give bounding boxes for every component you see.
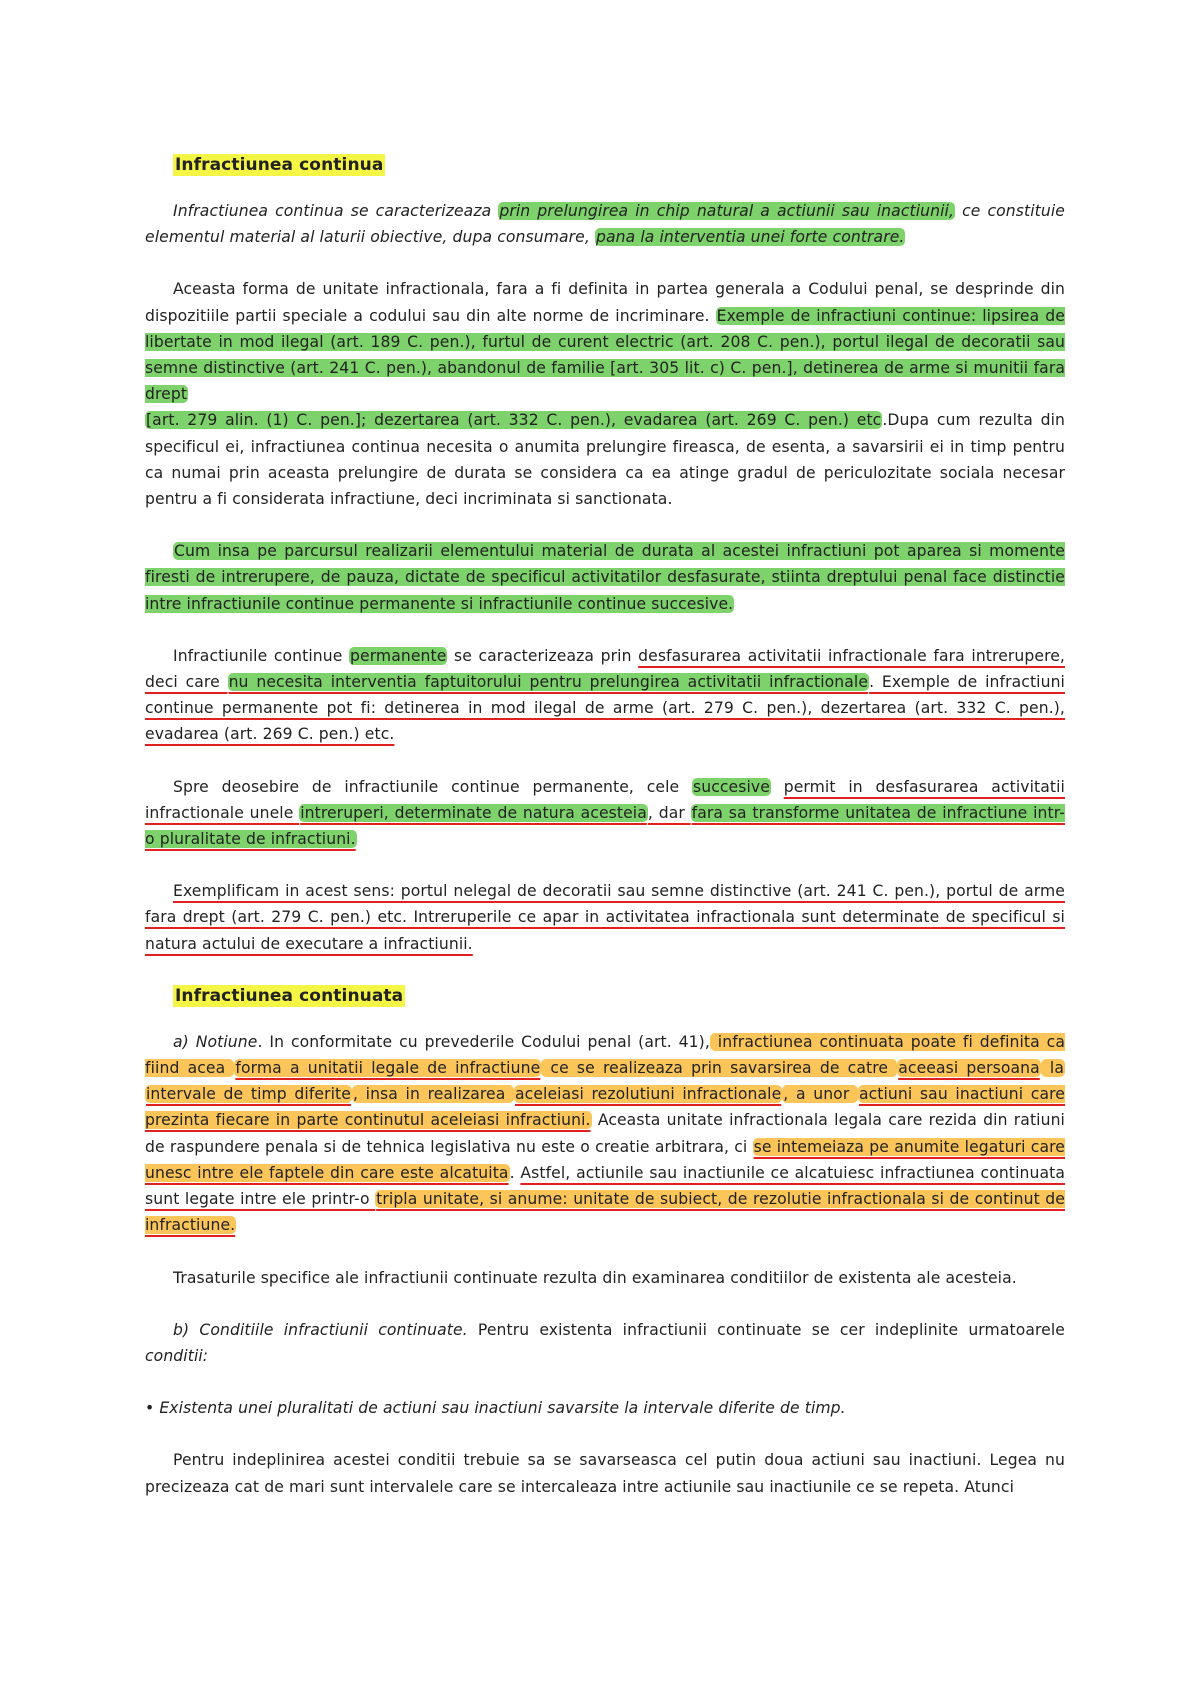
text-run: Spre deosebire de infractiunile continue permanente, cele [173,777,692,796]
paragraph [145,643,1065,748]
text-run: . [509,1163,521,1182]
paragraph [145,538,1065,617]
text-run: Pentru indeplinirea acestei conditii trebuie sa se savarseasca cel putin doua actiuni sau inactiuni. Legea nu precizeaza cat de mari sunt intervalele care se intercaleaza intre actiunile sau inactiunile ce se repeta. Atunci [145,1451,1065,1496]
paragraph [145,198,1065,250]
highlight: nu necesita interventia faptuitorului pentru prelungirea activitatii infractionale [228,673,869,692]
text-run: . In conformitate cu prevederile Codului penal (art. 41), [257,1032,710,1051]
highlight: infractiunea continuata poate fi definita ca fiind acea [145,1032,1066,1078]
underline: . Exemple de infractiuni continue permanente pot fi: detinerea in mod ilegal de arme (art. 279 C. pen.), dezertarea (art. 332 C. pen.), evadarea (art. 269 C. pen.) etc. [145,673,1065,744]
highlight: se intemeiaza pe anumite legaturi care unesc intre ele faptele din care este alcatuita [145,1137,1065,1182]
underline: Exemplificam in acest sens: portul nelegal de decoratii sau semne distinctive (art. 241 C. pen.), portul de arme fara drept (art. 279 C. pen.) etc. Intreruperile ce apar in activitatea infractionala sunt determinate de specificul si natura actului de executare a infractiunii. [145,882,1065,953]
paragraph [145,1029,1065,1239]
text-run: • Existenta unei pluralitati de actiuni sau inactiuni savarsite la intervale diferite de timp. [145,1399,846,1418]
paragraph [145,1317,1065,1369]
highlight: aceeasi persoana [898,1059,1040,1078]
highlight: la [1041,1059,1065,1078]
text-run: Aceasta forma de unitate infractionala, fara a fi definita in partea generala a Codului penal, se desprinde din dispozitiile partii speciale a codului sau din alte norme de incriminare. [145,280,1065,325]
highlight: actiuni sau inactiuni care prezinta fiecare in parte continutul aceleiasi infractiuni. [145,1085,1065,1130]
highlight: fara sa transforme unitatea de infractiune intr-o pluralitate de infractiuni. [145,803,1065,849]
text-run: Infractiunea continua [175,155,384,175]
underline: Astfel, actiunile sau inactiunile ce alcatuiesc infractiunea continuata sunt legate intre ele printr-o [145,1163,1065,1209]
paragraph [145,276,1065,512]
highlight: pana la interventia unei forte contrare. [595,228,905,247]
highlight: intervale de timp diferite [146,1085,351,1104]
highlight: tripla unitate, si anume: unitate de subiect, de rezolutie infractionala si de continut de infractiune. [145,1190,1065,1235]
highlight: , insa in realizarea [352,1085,514,1104]
highlight: Cum insa pe parcursul realizarii elementului material de durata al acestei infractiuni pot aparea si momente firesti de intrerupere, de pauza, dictate de specificul activitatilor desfasurate, stiinta dreptului penal face distinctie intre infractiunile continue permanente si infractiunile continue succesive. [145,542,1065,613]
text-run: Infractiunea continua se caracterizeaza [173,202,499,220]
text-run [771,778,784,796]
text-run: Trasaturile specifice ale infractiunii continuate rezulta din examinarea conditiilor de existenta ale acesteia. [173,1268,1017,1287]
paragraph [145,878,1065,957]
text-run: a) Notiune [173,1032,258,1051]
highlight: , a unor [783,1085,857,1104]
highlight: Exemple de infractiuni continue: lipsirea de libertate in mod ilegal (art. 189 C. pen.), furtul de curent electric (art. 208 C. pen.), portul ilegal de decoratii sau semne distinctive (art. 241 C. pen.), abandonul de familie [art. 305 lit. c) C. pen.], detinerea de arme si munitii fara drept [145,306,1066,404]
underline: desfasurarea activitatii infractionale fara intrerupere, deci care [145,646,1065,692]
highlight: ce se realizeaza prin savarsirea de catre [542,1059,897,1078]
text-run: ce constituie elementul material al laturii obiective, dupa consumare, [145,202,1065,247]
text-run: se caracterizeaza prin [447,646,639,665]
highlight: succesive [693,777,770,796]
text-run: .Dupa cum rezulta din specificul ei, infractiunea continua necesita o anumita prelungire fireasca, de esenta, a savarsirii ei in timp pentru ca numai prin aceasta prelungire de durata se considera ca ea atinge gradul de periculozitate sociala necesar pentru a fi considerata infractiune, deci incriminata si sanctionata. [145,411,1065,509]
section-heading-continuata [173,983,1065,1009]
text-run: Pentru existenta infractiunii continuate se cer indeplinite urmatoarele [467,1320,1065,1339]
highlight: forma a unitatii legale de infractiune [235,1059,541,1078]
highlight: prin prelungirea in chip natural a actiunii sau inactiunii, [499,202,955,220]
underline: permit in desfasurarea activitatii infractionale unele [145,777,1065,822]
paragraph [145,774,1065,853]
underline: , dar [647,803,691,822]
text-run: conditii: [145,1346,209,1365]
highlight: [art. 279 alin. (1) C. pen.]; dezertarea (art. 332 C. pen.), evadarea (art. 269 C. pen.) etc [146,411,882,430]
paragraph [145,1395,1065,1421]
highlight: permanente [350,646,447,665]
highlight: intreruperi, determinate de natura acesteia [300,803,647,822]
text-run: Infractiunile continue [173,646,349,665]
paragraph [145,1265,1065,1291]
text-run: b) Conditiile infractiunii continuate. [173,1320,468,1339]
paragraph [145,1447,1065,1499]
text-run: Infractiunea continuata [175,985,404,1006]
text-run: Aceasta unitate infractionala legala care rezida din ratiuni de raspundere penala si de tehnica legislativa nu este o creatie arbitrara, ci [145,1111,1065,1156]
highlight: aceleiasi rezolutiuni infractionale [515,1085,782,1104]
section-heading-continua [173,152,1065,178]
document-page [145,152,1065,1526]
